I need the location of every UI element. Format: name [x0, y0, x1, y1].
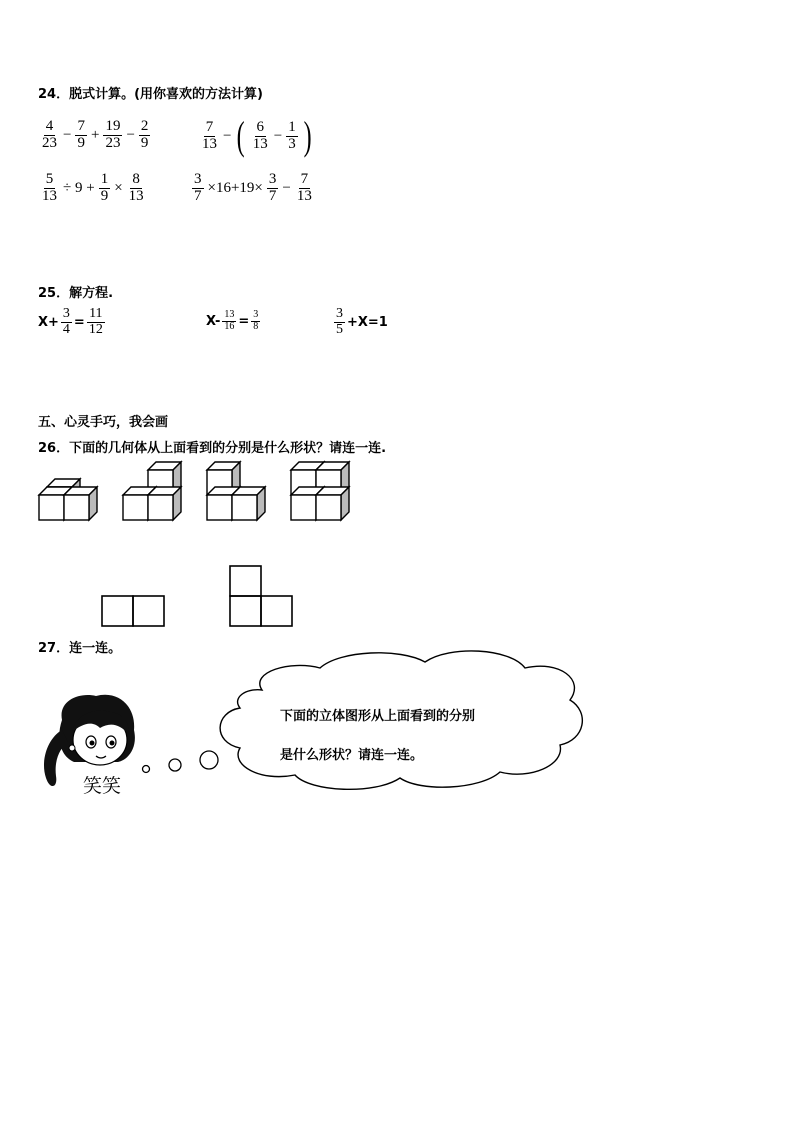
denominator: 23 [42, 134, 57, 151]
denominator: 13 [296, 187, 312, 204]
numerator: 3 [194, 171, 202, 187]
operator: − [126, 126, 135, 143]
numerator: 8 [132, 171, 140, 187]
numerator: 3 [336, 306, 343, 321]
denominator: 5 [336, 321, 343, 337]
operator: − [282, 179, 291, 196]
equation-prefix: X- [206, 313, 221, 329]
numerator: 5 [45, 171, 54, 187]
denominator: 13 [128, 187, 144, 204]
denominator: 7 [268, 187, 277, 204]
thought-bubble-small [143, 766, 150, 773]
numerator: 7 [77, 118, 85, 134]
numerator: 3 [253, 309, 259, 320]
denominator: 3 [288, 135, 296, 152]
denominator: 9 [140, 134, 149, 151]
numerator: 4 [45, 118, 54, 134]
operator: + [90, 126, 100, 143]
cloud-text-line-2: 是什么形状？请连一连。 [280, 748, 424, 763]
numerator: 7 [300, 171, 309, 187]
numerator: 19 [105, 118, 121, 134]
denominator: 9 [100, 187, 109, 204]
q25-title: 25．解方程. [38, 286, 114, 301]
denominator: 16 [224, 320, 235, 332]
numerator: 1 [288, 118, 296, 135]
numerator: 3 [62, 306, 70, 321]
operator: − [273, 127, 283, 144]
denominator: 4 [62, 321, 70, 337]
thought-bubble-medium [169, 759, 181, 771]
q24-title: 24．脱式计算。(用你喜欢的方法计算) [38, 87, 263, 102]
numerator: 1 [100, 171, 109, 187]
numerator: 13 [224, 309, 235, 320]
denominator: 8 [253, 320, 259, 332]
q26-title: 26．下面的几何体从上面看到的分别是什么形状？请连一连. [38, 441, 387, 456]
numerator: 6 [256, 118, 265, 135]
denominator: 13 [42, 187, 57, 204]
operator: ÷ 9 + [63, 179, 95, 196]
equals-sign: = [238, 313, 250, 329]
denominator: 13 [252, 135, 268, 152]
equals-sign: = [73, 314, 85, 330]
operator: × [114, 179, 123, 196]
right-paren: ) [303, 113, 312, 158]
left-paren: ( [237, 113, 246, 158]
q27-title: 27．连一连。 [38, 641, 122, 656]
operator: − [223, 127, 232, 144]
numerator: 3 [268, 171, 277, 187]
denominator: 12 [88, 321, 103, 337]
denominator: 23 [105, 134, 121, 151]
denominator: 9 [77, 134, 85, 151]
section5-title: 五、心灵手巧，我会画 [38, 415, 169, 430]
operator: − [63, 126, 72, 143]
cloud-text-line-1: 下面的立体图形从上面看到的分别 [280, 709, 476, 724]
numerator: 7 [205, 118, 214, 135]
operator: ×16+19× [207, 179, 263, 196]
thought-bubble-large [200, 751, 218, 769]
numerator: 2 [140, 118, 149, 134]
denominator: 7 [194, 187, 202, 204]
denominator: 13 [202, 135, 217, 152]
numerator: 11 [89, 306, 103, 321]
character-name-label: 笑笑 [83, 775, 122, 797]
equation-suffix: +X=1 [347, 314, 388, 330]
equation-prefix: X+ [38, 314, 59, 330]
